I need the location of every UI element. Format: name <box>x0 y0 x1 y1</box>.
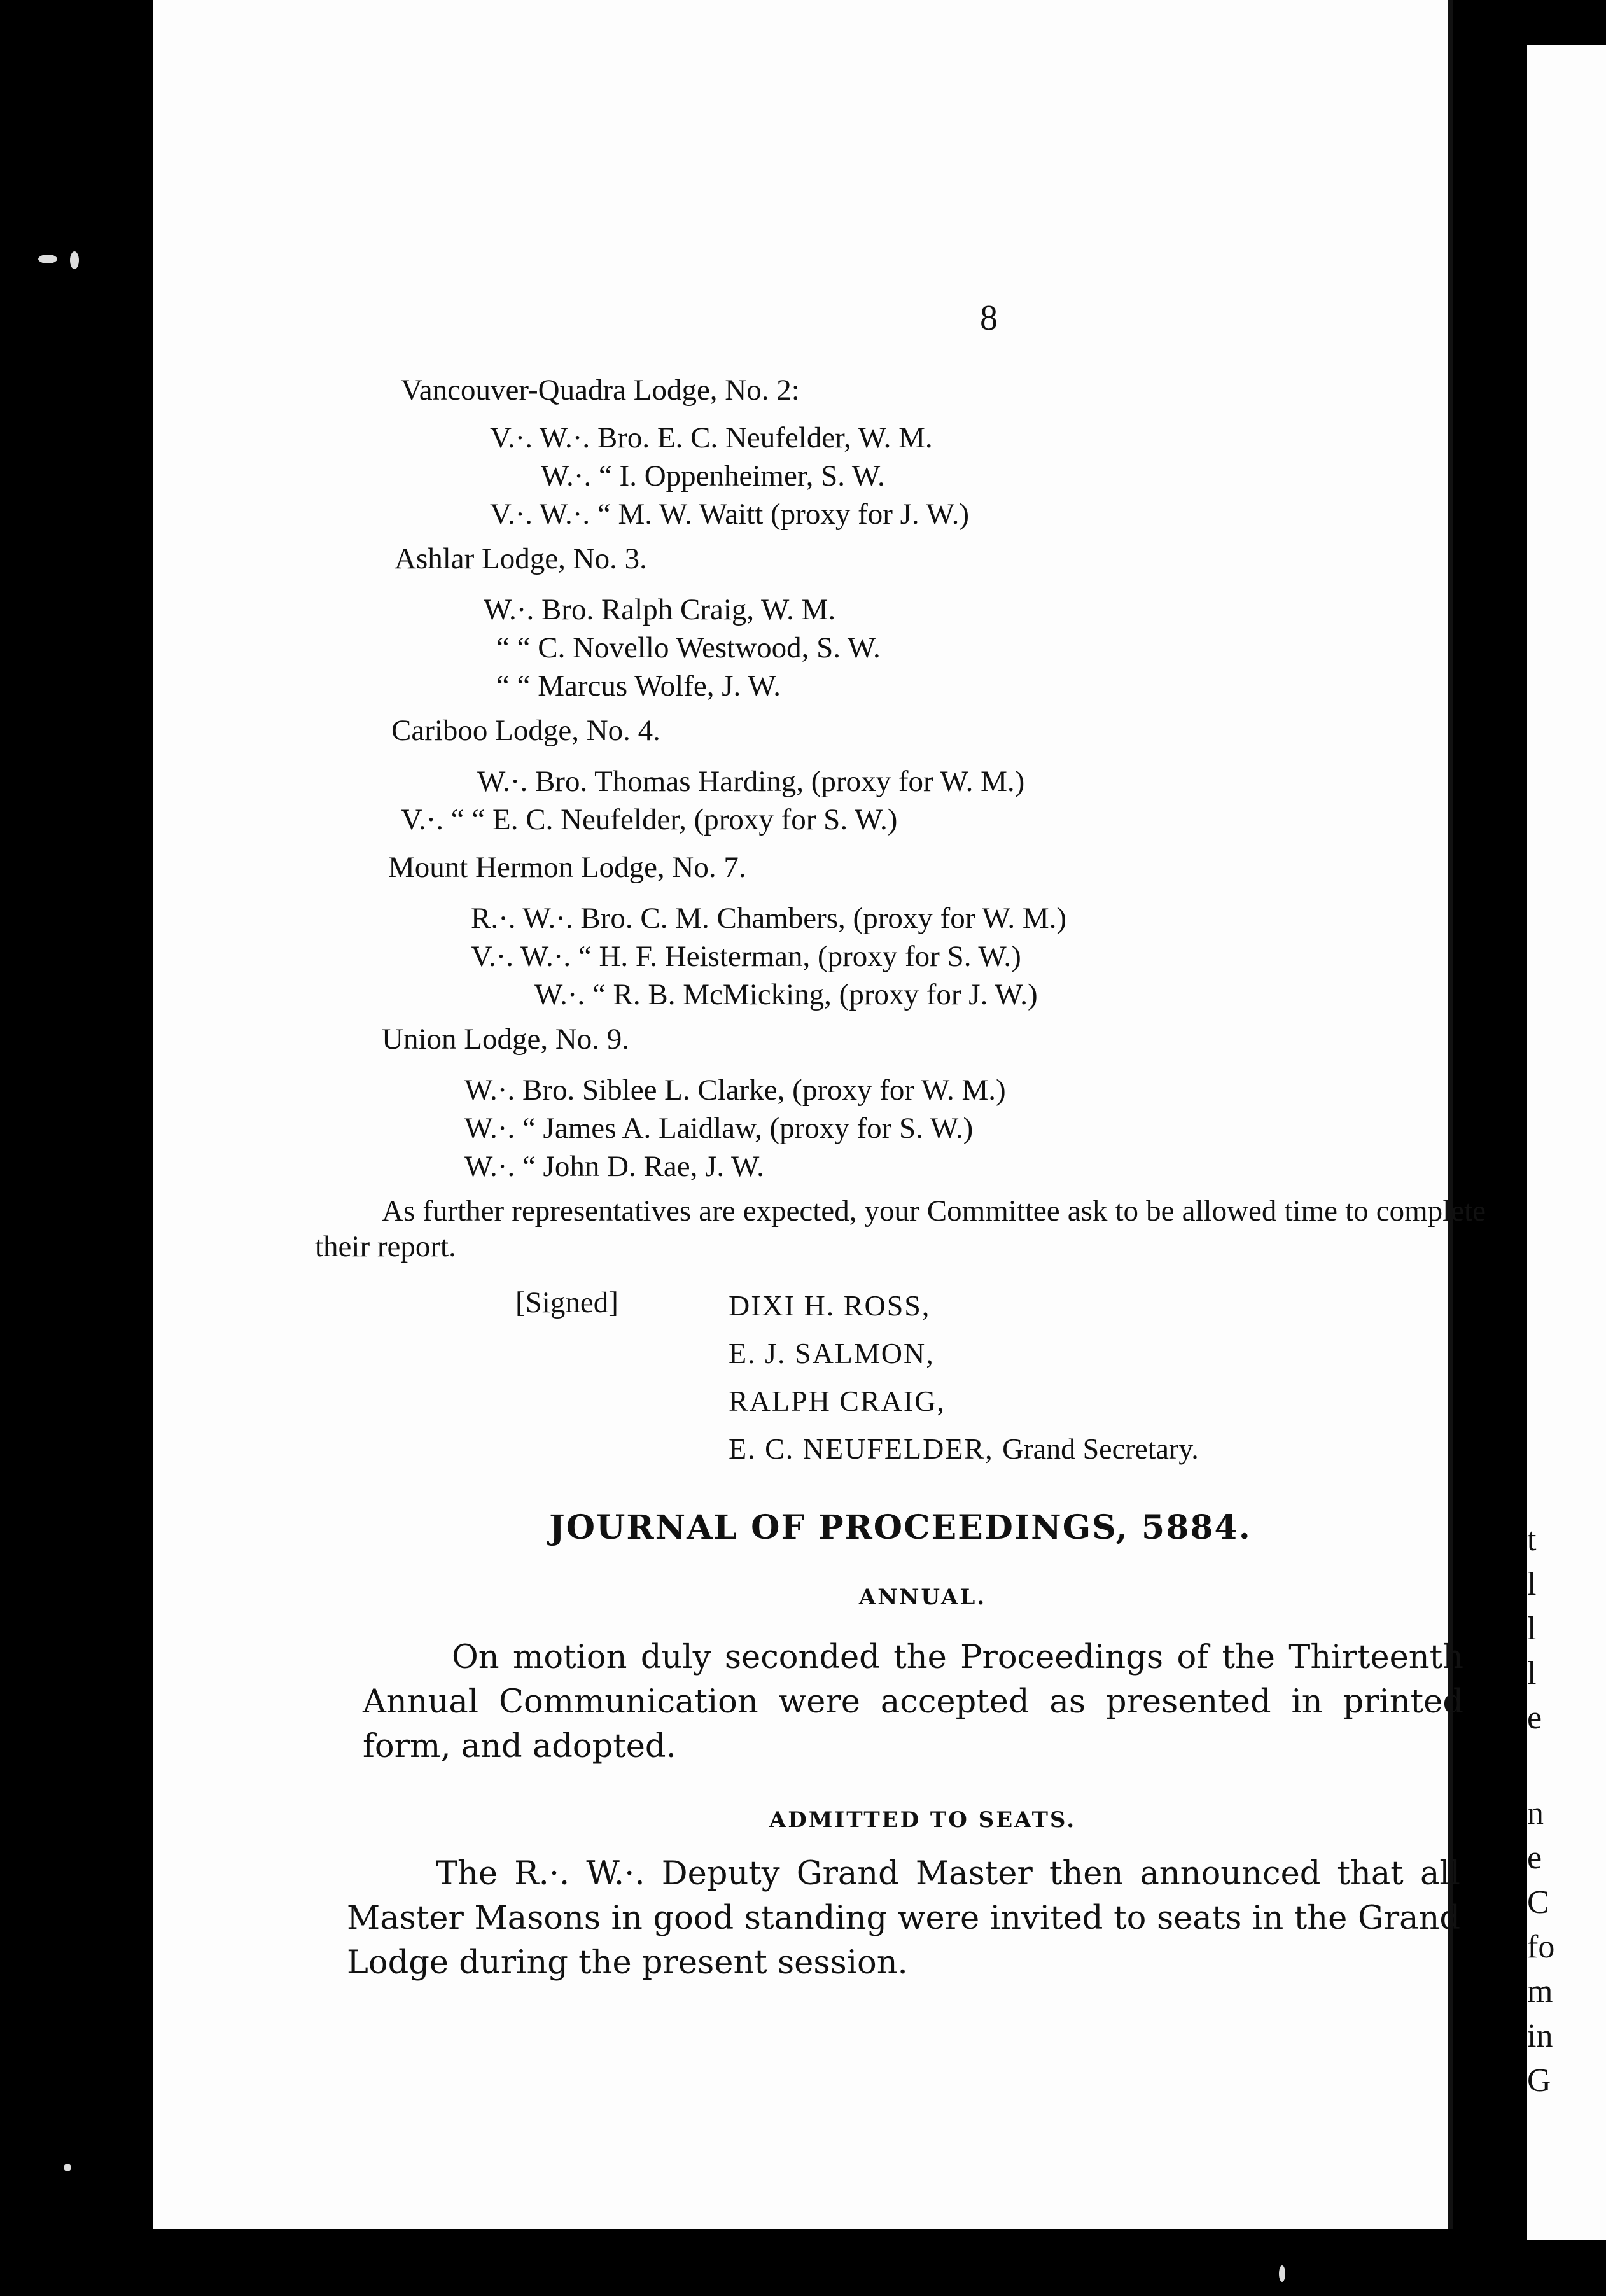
adjacent-page-text: in <box>1527 2018 1553 2054</box>
lodge-name-union: Union Lodge, No. 9. <box>382 1023 630 1056</box>
page-number: 8 <box>980 298 998 338</box>
lodge-name-cariboo: Cariboo Lodge, No. 4. <box>391 714 660 747</box>
scan-speck <box>1279 2265 1285 2282</box>
section-text-annual: On motion duly seconded the Proceedings of the Thirteenth Annual Communication were accepted as presented in printed form, and adopted. <box>363 1639 1463 1765</box>
signatory-name: E. C. NEUFELDER, <box>729 1432 994 1465</box>
lodge-member: “ “ C. Novello Westwood, S. W. <box>496 631 881 664</box>
adjacent-page-fragment <box>1527 45 1606 2240</box>
lodge-member: V.·. W.·. “ H. F. Heisterman, (proxy for S. W.) <box>471 940 1021 973</box>
lodge-member: W.·. “ James A. Laidlaw, (proxy for S. W.) <box>464 1112 974 1145</box>
lodge-member: V.·. W.·. “ M. W. Waitt (proxy for J. W.) <box>490 498 970 531</box>
signatory-name: E. J. SALMON, <box>729 1337 935 1369</box>
adjacent-page-text: e <box>1527 1840 1542 1876</box>
section-heading-annual: ANNUAL. <box>858 1585 987 1610</box>
lodge-name-vancouver-quadra: Vancouver-Quadra Lodge, No. 2: <box>401 374 800 407</box>
adjacent-page-text: l <box>1527 1655 1537 1691</box>
section-heading-admitted: ADMITTED TO SEATS. <box>769 1807 1077 1833</box>
adjacent-page-text: l <box>1527 1611 1537 1647</box>
scan-speck <box>38 255 57 263</box>
lodge-name-ashlar: Ashlar Lodge, No. 3. <box>395 542 647 575</box>
page-content <box>153 0 1486 2229</box>
adjacent-page-text: e <box>1527 1700 1542 1736</box>
lodge-member: W.·. “ R. B. McMicking, (proxy for J. W.) <box>534 978 1038 1011</box>
adjacent-page-text: G <box>1527 2062 1551 2099</box>
section-text-admitted: The R.·. W.·. Deputy Grand Master then announced that all Master Masons in good standing were invited to seats in the Grand Lodge during the present session. <box>347 1855 1460 1982</box>
lodge-member: “ “ Marcus Wolfe, J. W. <box>496 669 781 703</box>
signatory-name: DIXI H. ROSS, <box>729 1289 931 1322</box>
lodge-member: W.·. “ I. Oppenheimer, S. W. <box>541 459 885 493</box>
signatory-role: Grand Secretary. <box>1002 1432 1199 1465</box>
adjacent-page-text: C <box>1527 1884 1549 1921</box>
adjacent-page-text: t <box>1527 1522 1537 1558</box>
scan-speck <box>64 2164 71 2171</box>
lodge-member: W.·. Bro. Ralph Craig, W. M. <box>484 593 836 626</box>
adjacent-page-text: m <box>1527 1973 1553 2010</box>
lodge-member: R.·. W.·. Bro. C. M. Chambers, (proxy for W. M.) <box>471 902 1067 935</box>
adjacent-page-text: fo <box>1527 1929 1555 1965</box>
lodge-member: W.·. “ John D. Rae, J. W. <box>464 1150 764 1183</box>
lodge-member: W.·. Bro. Thomas Harding, (proxy for W. M.) <box>477 765 1025 798</box>
lodge-member: V.·. “ “ E. C. Neufelder, (proxy for S. W.) <box>401 803 898 836</box>
lodge-member: V.·. W.·. Bro. E. C. Neufelder, W. M. <box>490 421 933 454</box>
journal-title: JOURNAL OF PROCEEDINGS, 5884. <box>549 1508 1252 1547</box>
adjacent-page-text: n <box>1527 1795 1544 1831</box>
lodge-member: W.·. Bro. Siblee L. Clarke, (proxy for W. M.) <box>464 1074 1006 1107</box>
scan-speck <box>70 251 79 269</box>
committee-note: As further representatives are expected, your Committee ask to be allowed time to complete their report. <box>315 1194 1486 1263</box>
signatory-name-secretary <box>729 1432 1199 1466</box>
signed-label: [Signed] <box>515 1286 618 1319</box>
signatory-name: RALPH CRAIG, <box>729 1385 946 1417</box>
lodge-name-mount-hermon: Mount Hermon Lodge, No. 7. <box>388 851 746 884</box>
adjacent-page-text: l <box>1527 1566 1537 1602</box>
document-page <box>153 0 1486 2229</box>
